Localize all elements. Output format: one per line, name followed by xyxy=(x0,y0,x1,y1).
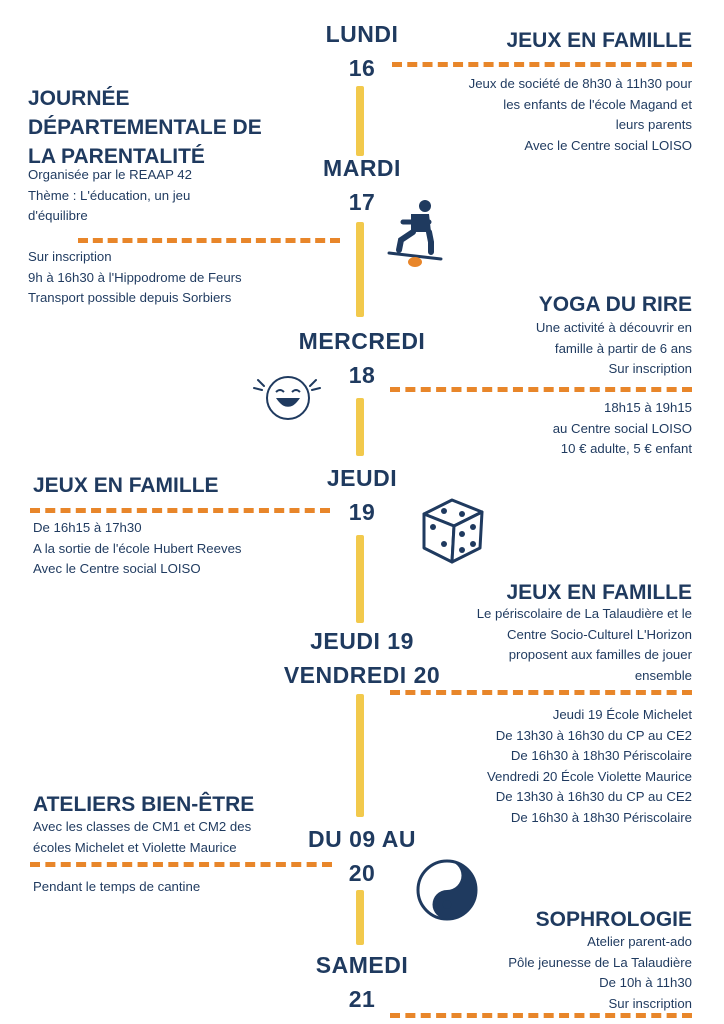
event-details-yoga: 18h15 à 19h15 au Centre social LOISO 10 € adulte, 5 € enfant xyxy=(552,400,692,456)
yin-yang-icon xyxy=(415,858,479,922)
event-title-jeux-lundi: JEUX EN FAMILLE xyxy=(506,29,692,52)
timeline-spine xyxy=(356,398,364,456)
day-thursday-friday: JEUDI 19 VENDREDI 20 xyxy=(283,628,441,688)
day-monday: LUNDI 16 xyxy=(325,21,399,81)
event-details-parentalite: Sur inscription 9h à 16h30 à l'Hippodrome de Feurs Transport possible depuis Sorbiers xyxy=(28,249,242,305)
event-details-jeux-vendredi: Jeudi 19 École Michelet De 13h30 à 16h30 du CP au CE2 De 16h30 à 18h30 Périscolaire Vendredi 20 École Violette Maurice De 13h30 à 16h30 du CP au CE2 De 16h30 à 18h30 Périscolaire xyxy=(486,707,692,825)
timeline-spine xyxy=(356,86,364,156)
day-tuesday: MARDI 17 xyxy=(323,155,401,215)
laughing-face-icon xyxy=(250,366,322,426)
event-title-jeux-jeudi: JEUX EN FAMILLE xyxy=(33,474,219,497)
event-title-sophrologie: SOPHROLOGIE xyxy=(535,908,692,931)
event-desc-jeux-lundi: Jeux de société de 8h30 à 11h30 pour les enfants de l'école Magand et leurs parents Avec le Centre social LOISO xyxy=(468,76,692,153)
event-title-parentalite: JOURNÉE DÉPARTEMENTALE DE LA PARENTALITÉ xyxy=(28,87,262,168)
connector-dash xyxy=(78,238,340,243)
connector-dash xyxy=(390,387,692,392)
day-saturday: SAMEDI 21 xyxy=(315,952,409,1012)
timeline-spine xyxy=(356,694,364,817)
timeline-spine xyxy=(356,222,364,317)
event-desc-yoga: Une activité à découvrir en famille à partir de 6 ans Sur inscription xyxy=(535,320,692,376)
connector-dash xyxy=(392,62,692,67)
timeline-spine xyxy=(356,535,364,623)
connector-dash xyxy=(390,690,692,695)
day-wednesday: MERCREDI 18 xyxy=(298,328,426,388)
event-desc-jeux-jeudi: De 16h15 à 17h30 A la sortie de l'école Hubert Reeves Avec le Centre social LOISO xyxy=(33,520,242,576)
event-desc-bien-etre: Avec les classes de CM1 et CM2 des écoles Michelet et Violette Maurice xyxy=(33,819,252,855)
event-desc-jeux-vendredi: Le périscolaire de La Talaudière et le Centre Socio-Culturel L'Horizon proposent aux familles de jouer ensemble xyxy=(476,606,692,683)
timeline-spine xyxy=(356,890,364,945)
day-thursday: JEUDI 19 xyxy=(326,465,398,525)
event-title-jeux-vendredi: JEUX EN FAMILLE xyxy=(506,581,692,604)
event-desc-parentalite: Organisée par le REAAP 42 Thème : L'éducation, un jeu d'équilibre xyxy=(28,167,192,223)
balance-board-icon xyxy=(385,196,443,268)
connector-dash xyxy=(30,862,332,867)
event-desc-sophrologie: Atelier parent-ado Pôle jeunesse de La Talaudière De 10h à 11h30 Sur inscription xyxy=(508,934,692,1011)
dice-icon xyxy=(416,494,490,568)
event-title-bien-etre: ATELIERS BIEN-ÊTRE xyxy=(33,793,255,816)
event-title-yoga: YOGA DU RIRE xyxy=(538,293,692,316)
event-details-bien-etre: Pendant le temps de cantine xyxy=(33,879,201,894)
connector-dash xyxy=(30,508,330,513)
day-range: DU 09 AU 20 xyxy=(308,826,416,886)
